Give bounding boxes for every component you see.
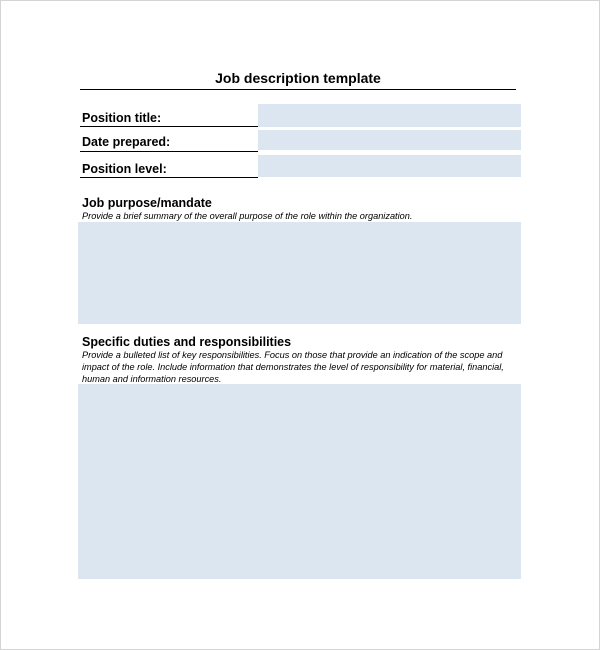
- position-title-label: Position title:: [82, 111, 162, 125]
- position-level-label: Position level:: [82, 162, 167, 176]
- title-underline: [80, 89, 516, 90]
- position-title-field[interactable]: [258, 104, 521, 127]
- document-title: Job description template: [215, 70, 381, 86]
- date-prepared-underline: [80, 151, 258, 152]
- date-prepared-field[interactable]: [258, 130, 521, 150]
- position-title-underline: [80, 126, 258, 127]
- position-level-field[interactable]: [258, 155, 521, 177]
- job-purpose-heading: Job purpose/mandate: [82, 196, 212, 210]
- duties-instructions: Provide a bulleted list of key responsibilities. Focus on those that provide an indication of the scope and impact of the role. Include information that demonstrates the level of responsibility for material, financial, human and information resources.: [82, 350, 504, 384]
- duties-heading: Specific duties and responsibilities: [82, 335, 292, 349]
- duties-field[interactable]: [78, 384, 521, 579]
- job-purpose-instructions: Provide a brief summary of the overall purpose of the role within the organization.: [82, 211, 413, 221]
- position-level-underline: [80, 177, 258, 178]
- date-prepared-label: Date prepared:: [82, 135, 171, 149]
- job-purpose-field[interactable]: [78, 222, 521, 324]
